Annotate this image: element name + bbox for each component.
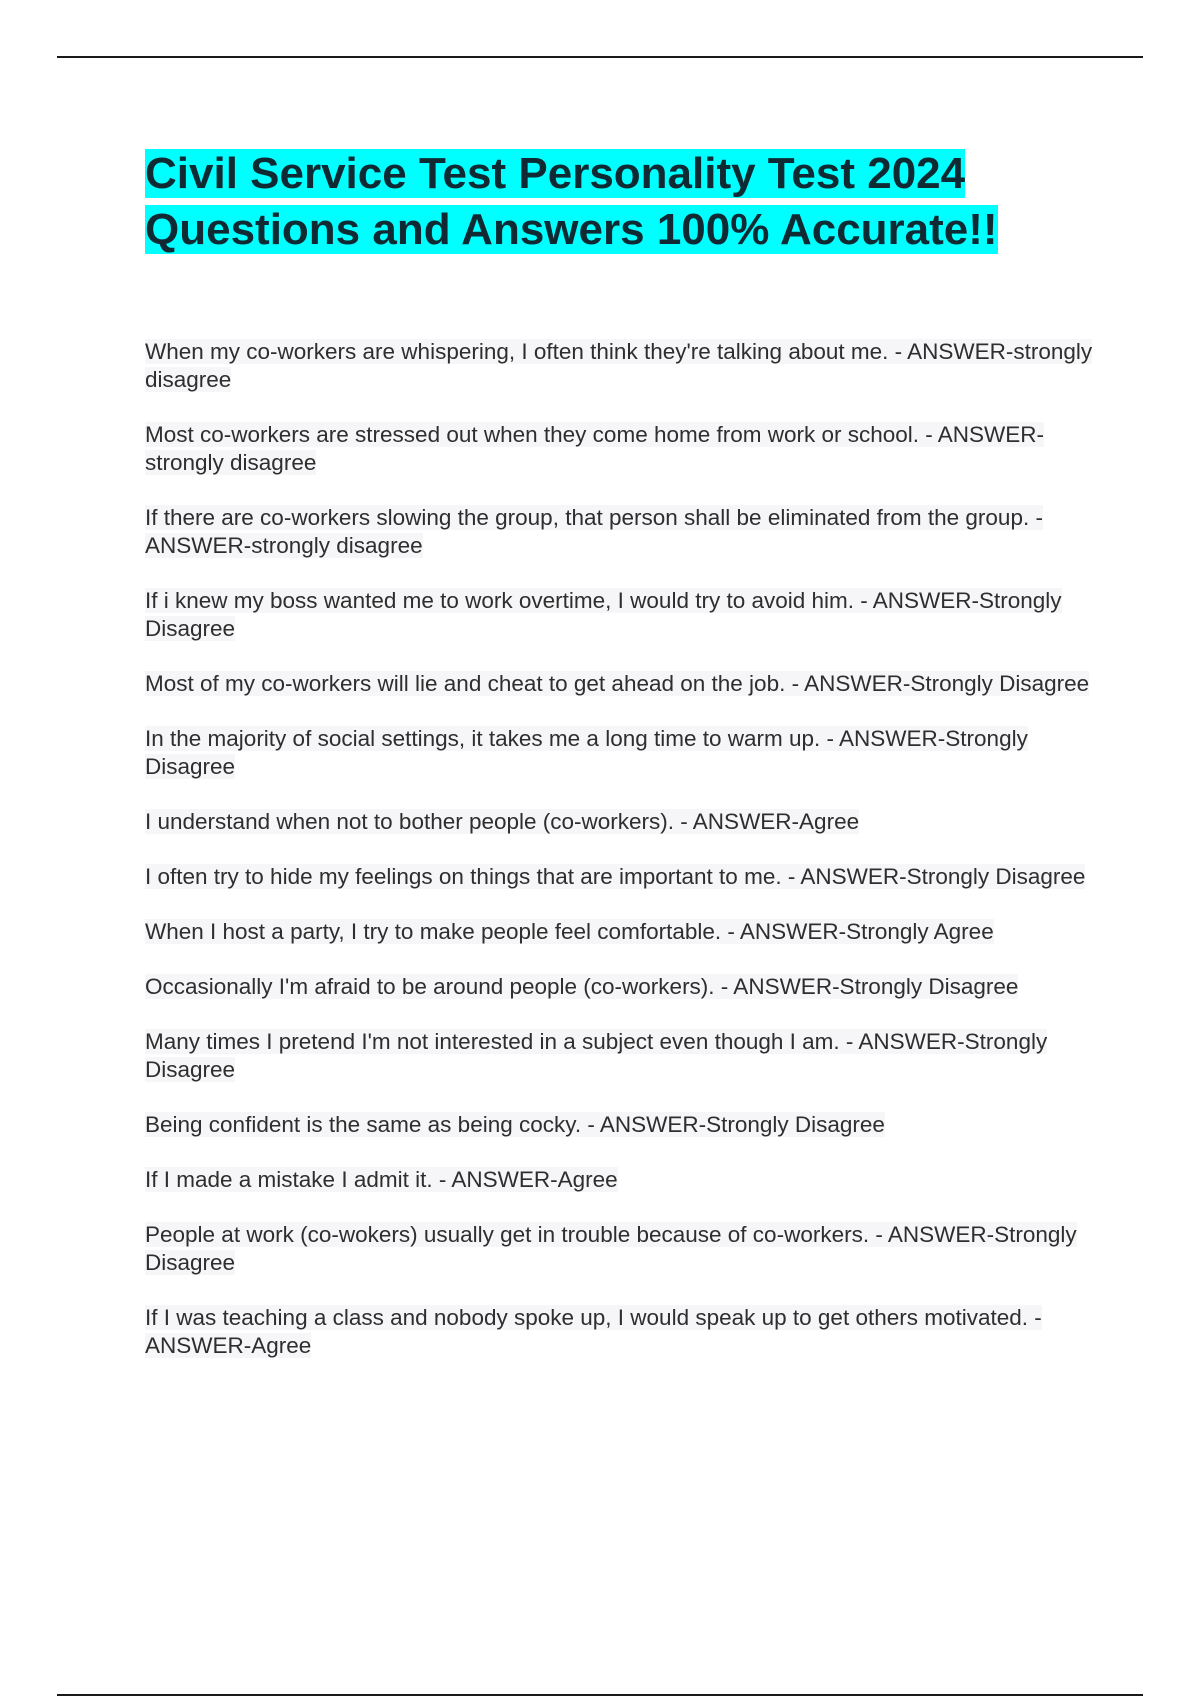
qa-item-text: In the majority of social settings, it takes me a long time to warm up. - ANSWER-Strongly Disagree	[145, 726, 1028, 779]
qa-item-13	[145, 1166, 1095, 1194]
qa-item-1	[145, 338, 1095, 394]
qa-item-text: If there are co-workers slowing the group, that person shall be eliminated from the group. - ANSWER-strongly disagree	[145, 505, 1043, 558]
top-rule	[57, 56, 1143, 58]
qa-item-text: I understand when not to bother people (co-workers). - ANSWER-Agree	[145, 809, 860, 834]
qa-item-text: Being confident is the same as being cocky. - ANSWER-Strongly Disagree	[145, 1112, 885, 1137]
qa-list	[145, 338, 1095, 1387]
qa-item-text: If I was teaching a class and nobody spoke up, I would speak up to get others motivated. - ANSWER-Agree	[145, 1305, 1042, 1358]
qa-item-2	[145, 421, 1095, 477]
qa-item-8	[145, 863, 1095, 891]
qa-item-7	[145, 808, 1095, 836]
document-title-text: Civil Service Test Personality Test 2024 Questions and Answers 100% Accurate!!	[145, 149, 998, 254]
qa-item-text: If i knew my boss wanted me to work overtime, I would try to avoid him. - ANSWER-Strongly Disagree	[145, 588, 1062, 641]
qa-item-text: Occasionally I'm afraid to be around people (co-workers). - ANSWER-Strongly Disagree	[145, 974, 1019, 999]
qa-item-6	[145, 725, 1095, 781]
bottom-rule	[57, 1694, 1143, 1696]
qa-item-text: If I made a mistake I admit it. - ANSWER-Agree	[145, 1167, 618, 1192]
qa-item-11	[145, 1028, 1095, 1084]
qa-item-3	[145, 504, 1095, 560]
qa-item-9	[145, 918, 1095, 946]
qa-item-5	[145, 670, 1095, 698]
qa-item-text: Many times I pretend I'm not interested in a subject even though I am. - ANSWER-Strongly Disagree	[145, 1029, 1048, 1082]
qa-item-10	[145, 973, 1095, 1001]
qa-item-14	[145, 1221, 1095, 1277]
qa-item-text: Most co-workers are stressed out when they come home from work or school. - ANSWER-strongly disagree	[145, 422, 1045, 475]
document-title	[145, 146, 1085, 258]
qa-item-text: When my co-workers are whispering, I often think they're talking about me. - ANSWER-strongly disagree	[145, 339, 1093, 392]
qa-item-text: When I host a party, I try to make people feel comfortable. - ANSWER-Strongly Agree	[145, 919, 994, 944]
qa-item-12	[145, 1111, 1095, 1139]
qa-item-text: I often try to hide my feelings on things that are important to me. - ANSWER-Strongly Disagree	[145, 864, 1086, 889]
qa-item-4	[145, 587, 1095, 643]
qa-item-text: Most of my co-workers will lie and cheat to get ahead on the job. - ANSWER-Strongly Disagree	[145, 671, 1090, 696]
qa-item-15	[145, 1304, 1095, 1360]
qa-item-text: People at work (co-wokers) usually get in trouble because of co-workers. - ANSWER-Strongly Disagree	[145, 1222, 1077, 1275]
